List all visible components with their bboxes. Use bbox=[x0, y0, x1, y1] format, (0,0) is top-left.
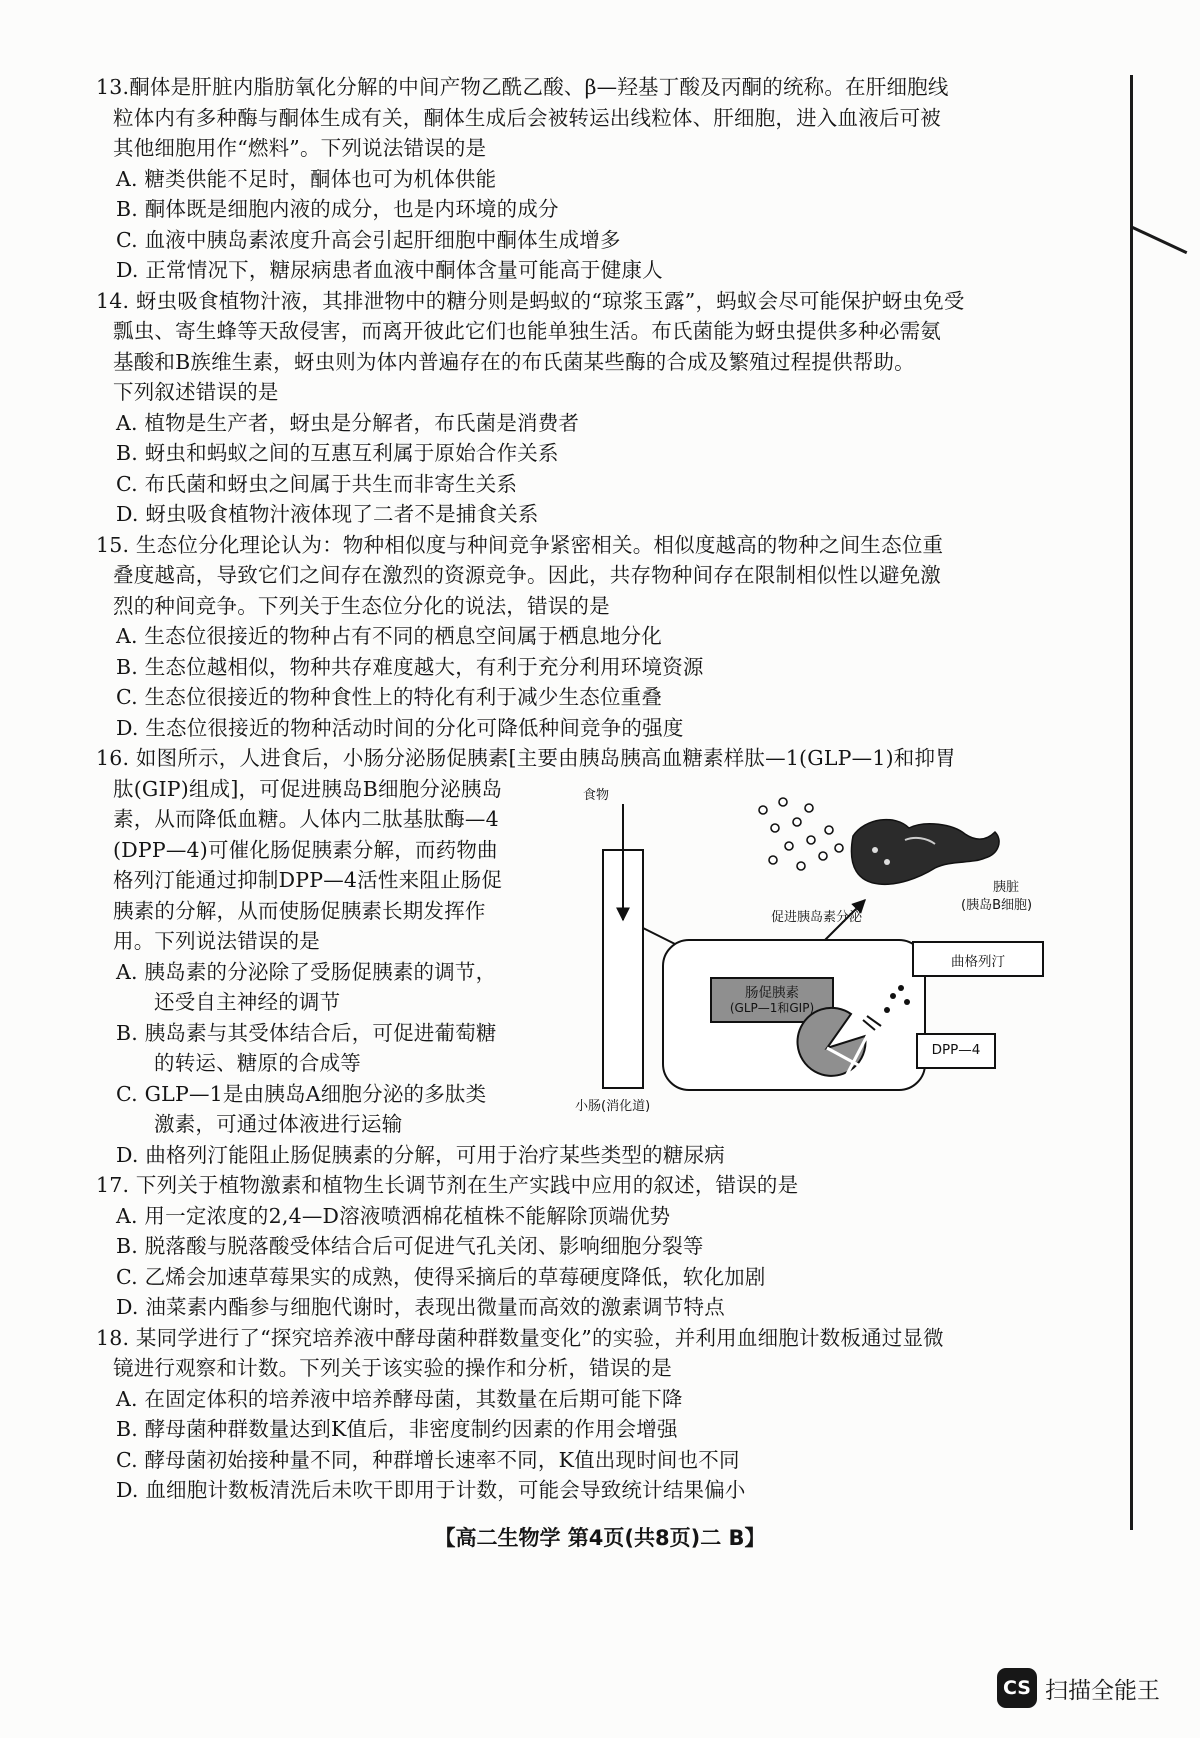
option-b: B. 蚜虫和蚂蚁之间的互惠互利属于原始合作关系 bbox=[116, 441, 559, 465]
question-text: 镜进行观察和计数。下列关于该实验的操作和分析，错误的是 bbox=[113, 1356, 672, 1380]
question-text: 其他细胞用作“燃料”。下列说法错误的是 bbox=[113, 136, 487, 160]
option-c: C. 生态位很接近的物种食性上的特化有利于减少生态位重叠 bbox=[116, 685, 663, 709]
option-a: A. 糖类供能不足时，酮体也可为机体供能 bbox=[116, 166, 497, 191]
question-15 bbox=[96, 530, 1101, 744]
option-a: A. 在固定体积的培养液中培养酵母菌，其数量在后期可能下降 bbox=[116, 1386, 683, 1411]
option-b: B. 酵母菌种群数量达到K值后，非密度制约因素的作用会增强 bbox=[116, 1417, 678, 1441]
option-a-cont: 还受自主神经的调节 bbox=[154, 990, 341, 1014]
option-a: A. 生态位很接近的物种占有不同的栖息空间属于栖息地分化 bbox=[116, 624, 662, 648]
question-text: 素，从而降低血糖。人体内二肽基肽酶—4 bbox=[113, 807, 499, 831]
option-b: B. 酮体既是细胞内液的成分，也是内环境的成分 bbox=[116, 197, 559, 221]
incretin-parts-label: (GLP—1和GIP) bbox=[729, 1001, 815, 1015]
question-text: 叠度越高，导致它们之间存在激烈的资源竞争。因此，共存物种间存在限制相似性以避免激 bbox=[113, 563, 941, 587]
pancreas-label: 胰脏 bbox=[993, 880, 1020, 895]
dpp4-label: DPP—4 bbox=[931, 1042, 981, 1058]
option-b: B. 脱落酸与脱落酸受体结合后可促进气孔关闭、影响细胞分裂等 bbox=[116, 1234, 704, 1258]
binding-mark bbox=[1132, 226, 1188, 254]
question-text: 18. 某同学进行了“探究培养液中酵母菌种群数量变化”的实验，并利用血细胞计数板通过显微 bbox=[96, 1325, 944, 1350]
scanner-logo-icon: CS bbox=[997, 1668, 1037, 1708]
question-13 bbox=[96, 72, 1101, 286]
option-c: C. 血液中胰岛素浓度升高会引起肝细胞中酮体生成增多 bbox=[116, 227, 621, 252]
question-text: 下列叙述错误的是 bbox=[113, 380, 279, 404]
question-18 bbox=[96, 1323, 1101, 1506]
option-c: C. GLP—1是由胰岛A细胞分泌的多肽类 bbox=[116, 1081, 487, 1106]
question-text: 用。下列说法错误的是 bbox=[113, 929, 320, 953]
option-d: D. 蚜虫吸食植物汁液体现了二者不是捕食关系 bbox=[116, 502, 539, 526]
pancreas-spot bbox=[872, 847, 878, 853]
option-d: D. 曲格列汀能阻止肠促胰素的分解，可用于治疗某些类型的糖尿病 bbox=[116, 1142, 725, 1167]
option-b: B. 胰岛素与其受体结合后，可促进葡萄糖 bbox=[116, 1020, 497, 1045]
question-text: 肽(GIP)组成]，可促进胰岛B细胞分泌胰岛 bbox=[113, 776, 503, 801]
question-14 bbox=[96, 286, 1101, 530]
question-text: 16. 如图所示，人进食后，小肠分泌肠促胰素[主要由胰岛胰高血糖素样肽—1(GLP—1)和抑胃 bbox=[96, 746, 956, 770]
option-d: D. 血细胞计数板清洗后未吹干即用于计数，可能会导致统计结果偏小 bbox=[116, 1478, 746, 1502]
option-c: C. 乙烯会加速草莓果实的成熟，使得采摘后的草莓硬度降低，软化加剧 bbox=[116, 1264, 766, 1289]
option-d: D. 油菜素内酯参与细胞代谢时，表现出微量而高效的激素调节特点 bbox=[116, 1295, 725, 1319]
question-text: 粒体内有多种酶与酮体生成有关，酮体生成后会被转运出线粒体、肝细胞，进入血液后可被 bbox=[113, 105, 941, 130]
question-text: 13.酮体是肝脏内脂肪氧化分解的中间产物乙酰乙酸、β—羟基丁酸及丙酮的统称。在肝细胞线 bbox=[96, 75, 949, 99]
insulin-dots bbox=[759, 798, 843, 870]
option-a: A. 植物是生产者，蚜虫是分解者，布氏菌是消费者 bbox=[116, 410, 580, 435]
spacer bbox=[829, 852, 830, 853]
question-17 bbox=[96, 1170, 1101, 1323]
question-text: 瓢虫、寄生蜂等天敌侵害，而离开彼此它们也能单独生活。布氏菌能为蚜虫提供多种必需氨 bbox=[113, 319, 941, 343]
question-text: 17. 下列关于植物激素和植物生长调节剂在生产实践中应用的叙述，错误的是 bbox=[96, 1173, 799, 1197]
scanner-watermark bbox=[997, 1665, 1160, 1711]
option-d: D. 生态位很接近的物种活动时间的分化可降低种间竞争的强度 bbox=[116, 715, 684, 740]
binding-line bbox=[1130, 75, 1133, 1530]
question-text: 胰素的分解，从而使肠促胰素长期发挥作 bbox=[113, 898, 486, 923]
option-a: A. 胰岛素的分泌除了受肠促胰素的调节， bbox=[116, 959, 497, 984]
option-b-cont: 的转运、糖原的合成等 bbox=[154, 1051, 361, 1075]
question-text: 格列汀能通过抑制DPP—4活性来阻止肠促 bbox=[113, 868, 503, 892]
option-b: B. 生态位越相似，物种共存难度越大，有利于充分利用环境资源 bbox=[116, 654, 704, 679]
scanner-name: 扫描全能王 bbox=[1045, 1677, 1160, 1704]
question-text: 14. 蚜虫吸食植物汁液，其排泄物中的糖分则是蚂蚁的“琼浆玉露”，蚂蚁会尽可能保护蚜虫免受 bbox=[96, 288, 965, 313]
intestine-label: 小肠(消化道) bbox=[575, 1099, 651, 1114]
option-d: D. 正常情况下，糖尿病患者血液中酮体含量可能高于健康人 bbox=[116, 258, 663, 282]
incretin-diagram bbox=[575, 780, 1055, 1130]
option-c-cont: 激素，可通过体液进行运输 bbox=[154, 1112, 403, 1136]
question-text: 基酸和B族维生素，蚜虫则为体内普遍存在的布氏菌某些酶的合成及繁殖过程提供帮助。 bbox=[113, 349, 915, 374]
option-c: C. 酵母菌初始接种量不同，种群增长速率不同，K值出现时间也不同 bbox=[116, 1447, 740, 1472]
page-footer: 【高二生物学 第4页(共8页)二 B】 bbox=[434, 1526, 766, 1550]
promote-label: 促进胰岛素分泌 bbox=[771, 910, 863, 925]
incretin-label: 肠促胰素 bbox=[745, 985, 799, 1001]
food-label: 食物 bbox=[583, 788, 610, 803]
option-c: C. 布氏菌和蚜虫之间属于共生而非寄生关系 bbox=[116, 471, 518, 496]
drug-label: 曲格列汀 bbox=[951, 954, 1005, 970]
pancreas-cells-label: (胰岛B细胞) bbox=[961, 898, 1033, 913]
question-text: 烈的种间竞争。下列关于生态位分化的说法，错误的是 bbox=[113, 593, 610, 618]
pancreas-spot bbox=[884, 859, 890, 865]
question-text: (DPP—4)可催化肠促胰素分解，而药物曲 bbox=[113, 837, 498, 862]
option-a: A. 用一定浓度的2,4—D溶液喷洒棉花植株不能解除顶端优势 bbox=[116, 1203, 671, 1228]
question-text: 15. 生态位分化理论认为：物种相似度与种间竞争紧密相关。相似度越高的物种之间生态位重 bbox=[96, 532, 944, 557]
